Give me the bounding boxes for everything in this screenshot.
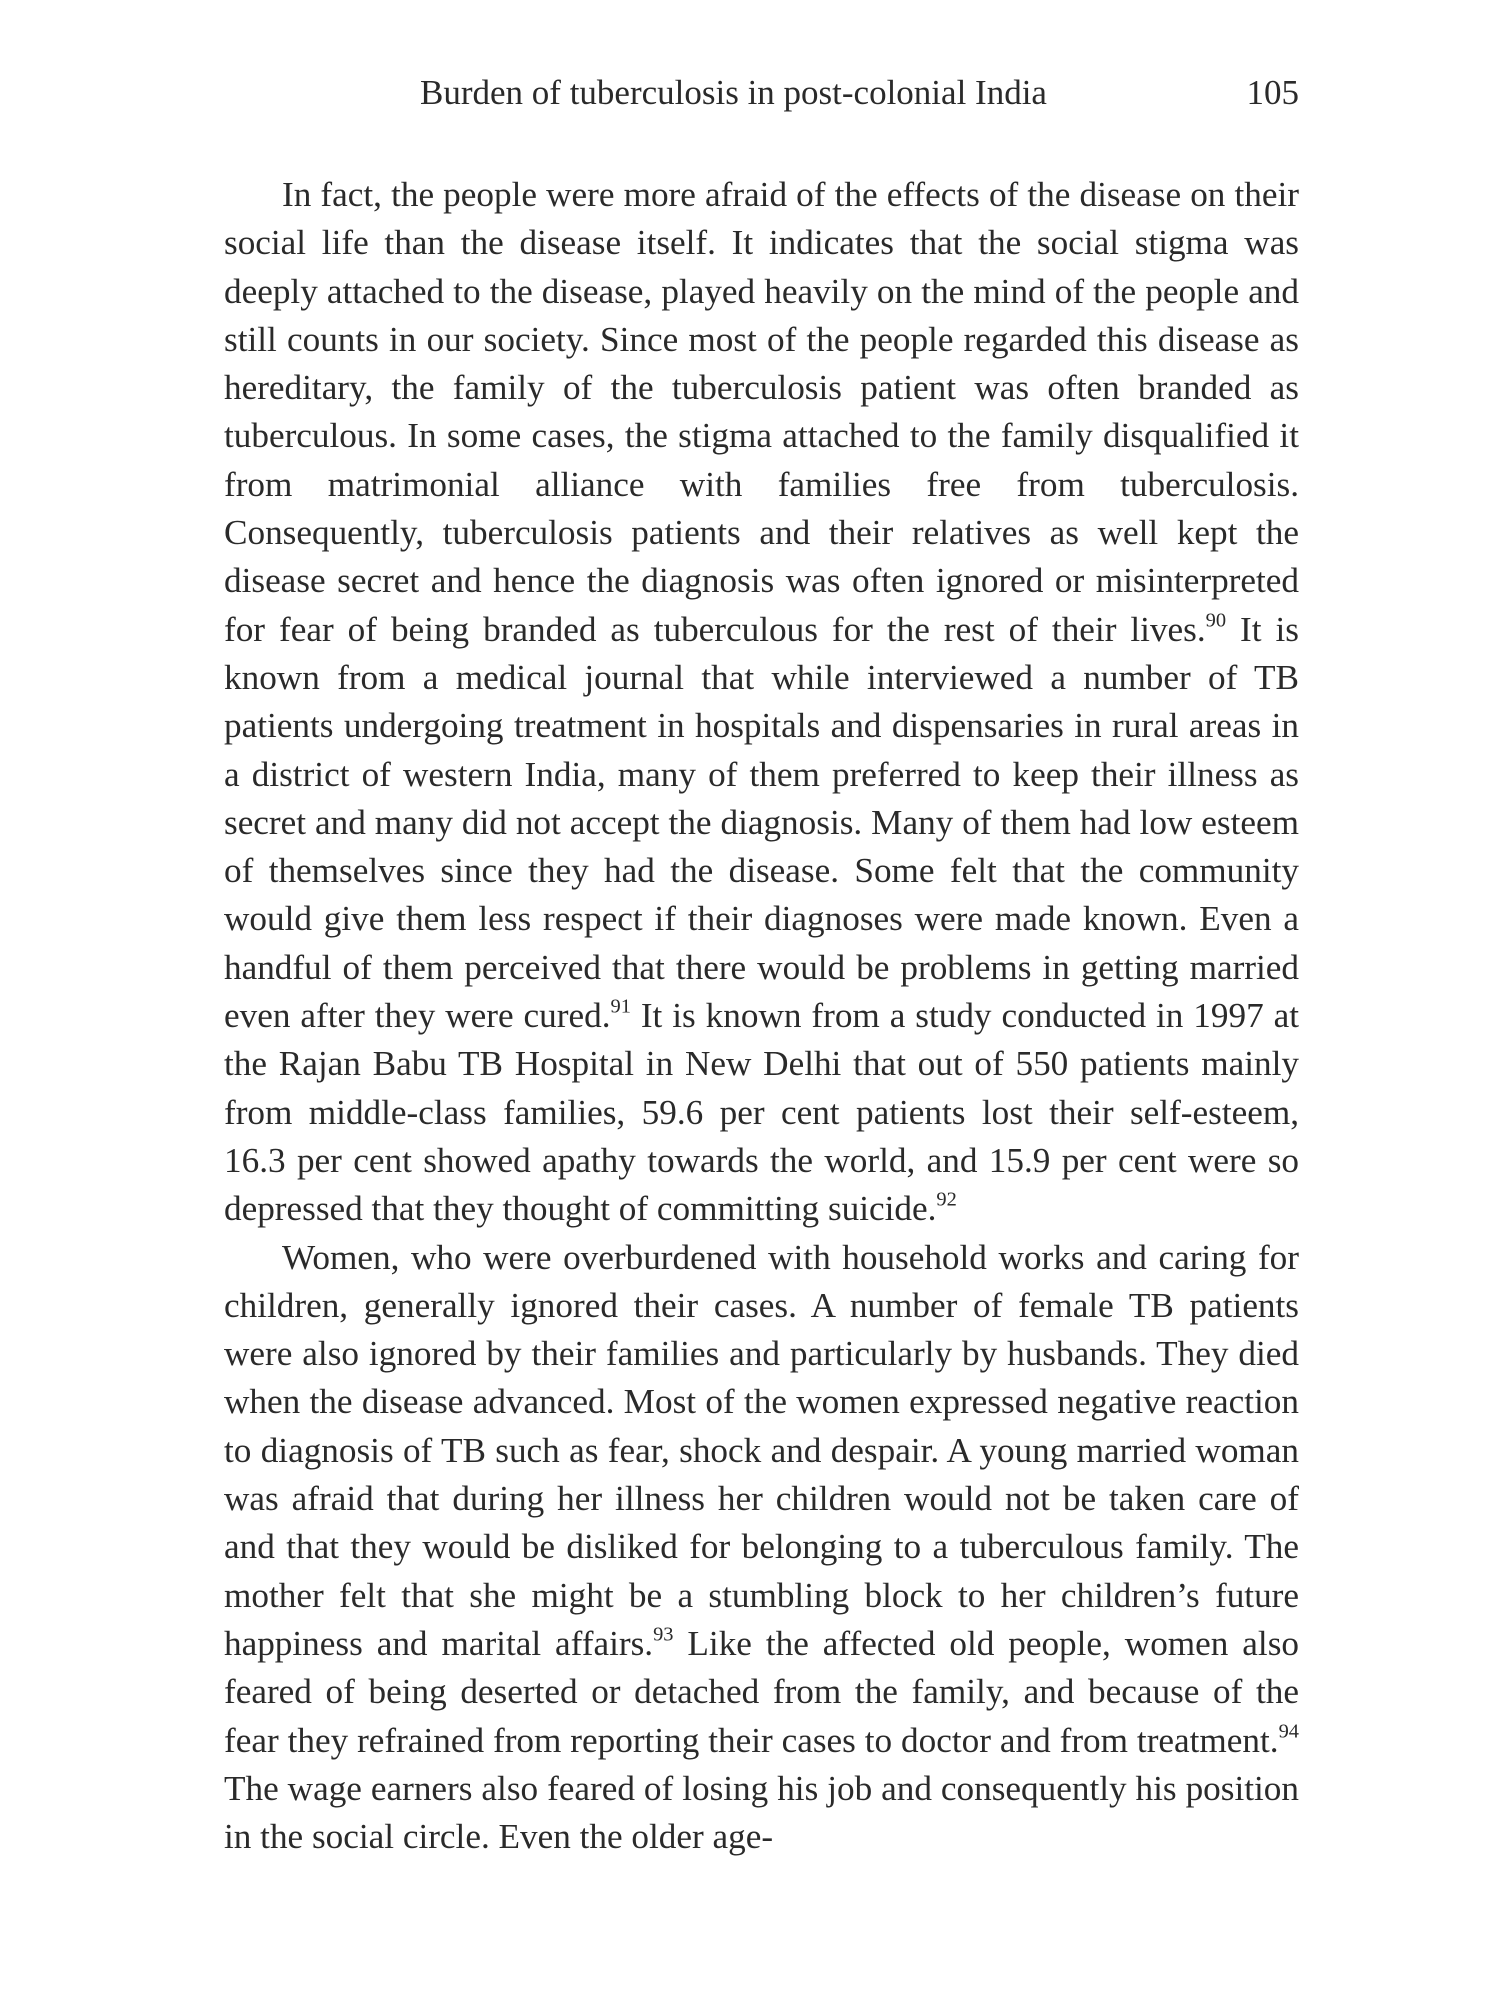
footnote-ref-91: 91 [610,995,631,1018]
page-number: 105 [1246,73,1299,112]
paragraph-text: It is known from a study conducted in 1997 at the Rajan Babu TB Hospital in New Delhi that out of 550 patients mainly from middle-class families, 59.6 per cent patients lost their self-esteem, 16.3 per cent showed apathy towards the world, and 15.9 per cent were so depressed that they thought of committing suicide. [224,996,1299,1229]
running-header [224,68,1299,118]
paragraph-text: In fact, the people were more afraid of the effects of the disease on their social life than the disease itself. It indicates that the social stigma was deeply attached to the disease, played heavily on the mind of the people and still counts in our society. Since most of the people regarded this disease as hereditary, the family of the tuberculosis patient was often branded as tuberculous. In some cases, the stigma attached to the family disqualified it from matrimonial alliance with families free from tuberculosis. Consequently, tuberculosis patients and their relatives as well kept the disease secret and hence the diagnosis was often ignored or misinterpreted for fear of being branded as tuberculous for the rest of their lives. [224,175,1299,649]
footnote-ref-92: 92 [936,1188,957,1211]
paragraph [224,171,1299,1234]
paragraph-text: Like the affected old people, women also feared of being deserted or detached from the family, and because of the fear they refrained from reporting their cases to doctor and from treatment. [224,1623,1299,1760]
running-title: Burden of tuberculosis in post-colonial India [420,73,1047,112]
footnote-ref-93: 93 [653,1623,674,1646]
footnote-ref-90: 90 [1205,609,1227,632]
paragraph [224,1234,1299,1862]
footnote-ref-94: 94 [1278,1720,1299,1743]
body-text [224,171,1299,1861]
paragraph-text: It is known from a medical journal that while interviewed a number of TB patients undergoing treatment in hospitals and dispensaries in rural areas in a district of western India, many of them preferred to keep their illness as secret and many did not accept the diagnosis. Many of them had low esteem of themselves since they had the disease. Some felt that the community would give them less respect if their diagnoses were made known. Even a handful of them perceived that there would be problems in getting married even after they were cured. [224,609,1299,1036]
paragraph-text: The wage earners also feared of losing his job and consequently his position in the social circle. Even the older age- [224,1768,1299,1857]
paragraph-text: Women, who were overburdened with household works and caring for children, generally ignored their cases. A number of female TB patients were also ignored by their families and particularly by husbands. They died when the disease advanced. Most of the women expressed negative reaction to diagnosis of TB such as fear, shock and despair. A young married woman was afraid that during her illness her children would not be taken care of and that they would be disliked for belonging to a tuberculous family. The mother felt that she might be a stumbling block to her children’s future happiness and marital affairs. [224,1237,1299,1663]
